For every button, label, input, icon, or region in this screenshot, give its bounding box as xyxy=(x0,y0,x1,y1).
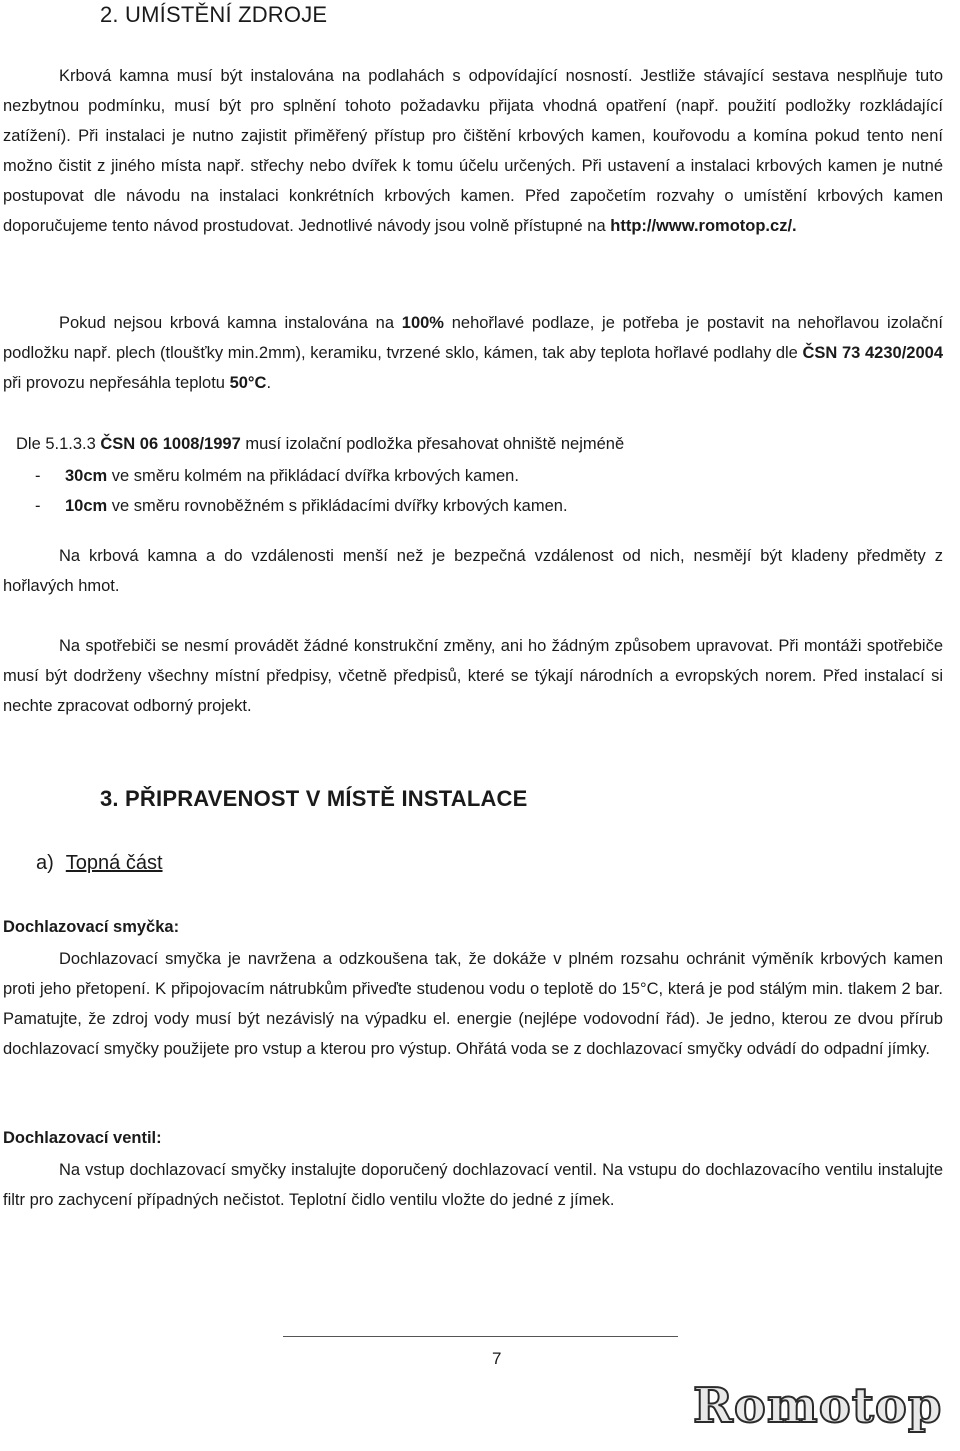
paragraph-cooling-valve: Na vstup dochlazovací smyčky instalujte doporučený dochlazovací ventil. Na vstupu do dochlazovacího ventilu instalujte filtr pro zachycení případných nečistot. Teplotní čidlo ventilu vložte do jedné z jímek. xyxy=(3,1161,943,1209)
list-dash: - xyxy=(35,497,41,515)
paragraph-text: . xyxy=(266,374,272,392)
paragraph-standard-overlap xyxy=(3,429,946,459)
emphasis-percentage: 100% xyxy=(401,314,444,332)
distance-value: 30cm xyxy=(65,467,108,485)
standard-reference: ČSN 73 4230/2004 xyxy=(802,344,943,362)
footer-divider xyxy=(283,1336,678,1337)
block-title-dochlazovaci-smycka: Dochlazovací smyčka: xyxy=(3,918,180,936)
paragraph-text: Dle 5.1.3.3 xyxy=(16,435,101,453)
romotop-logo xyxy=(693,1376,960,1436)
section-heading-umisteni-zdroje: 2. UMÍSTĚNÍ ZDROJE xyxy=(100,2,328,27)
paragraph-text: nehořlavé podlaze, je potřeba je postavit na nehořlavou izolační podložku např. plech (tloušťky min.2mm), keramiku, tvrzené sklo, kámen, tak aby teplota hořlavé podlahy dle xyxy=(3,314,943,362)
standard-reference: ČSN 06 1008/1997 xyxy=(100,435,241,453)
paragraph-text: Pokud nejsou krbová kamna instalována na xyxy=(59,314,402,332)
temperature-limit: 50°C xyxy=(229,374,267,392)
overlap-distance-list xyxy=(35,461,935,521)
section-heading-pripravenost: 3. PŘIPRAVENOST V MÍSTĚ INSTALACE xyxy=(100,786,528,811)
list-item-text: ve směru kolmém na přikládací dvířka krbových kamen. xyxy=(107,467,519,485)
logo-wordmark: Romotop xyxy=(693,1378,943,1434)
paragraph-text: musí izolační podložka přesahovat ohniště nejméně xyxy=(240,435,625,453)
block-title-dochlazovaci-ventil: Dochlazovací ventil: xyxy=(3,1129,162,1147)
paragraph-cooling-loop: Dochlazovací smyčka je navržena a odzkoušena tak, že dokáže v plném rozsahu ochránit výměník krbových kamen proti jeho přetopení. K připojovacím nátrubkům přiveďte studenou vodu o teplotě do 15°C, která je pod stálým min. tlakem 2 bar. Pamatujte, že zdroj vody musí být nezávislý na výpadku el. energie (nejlépe vodovodní řád). Je jedno, kterou ze dvou přírub dochlazovací smyčky použijete pro vstup a kterou pro výstup. Ohřátá voda se z dochlazovací smyčky odvádí do odpadní jímky. xyxy=(3,950,943,1058)
paragraph-non-flammable-base xyxy=(3,308,943,398)
list-item xyxy=(35,461,935,491)
subsection-label: a) xyxy=(36,852,54,874)
paragraph-no-modifications: Na spotřebiči se nesmí provádět žádné konstrukční změny, ani ho žádným způsobem upravovat. Při montáži spotřebiče musí být dodrženy všechny místní předpisy, včetně předpisů, které se týkají národních a evropských norem. Před instalací si nechte zpracovat odborný projekt. xyxy=(3,637,943,715)
distance-value: 10cm xyxy=(65,497,108,515)
list-item xyxy=(35,491,935,521)
list-item-text: ve směru rovnoběžném s přikládacími dvířky krbových kamen. xyxy=(107,497,568,515)
paragraph-safe-distance: Na krbová kamna a do vzdálenosti menší než je bezpečná vzdálenost od nich, nesmějí být kladeny předměty z hořlavých hmot. xyxy=(3,547,943,595)
romotop-website-link[interactable]: http://www.romotop.cz/. xyxy=(610,217,797,235)
subsection-title: Topná část xyxy=(65,852,163,874)
page-number: 7 xyxy=(492,1349,502,1368)
subsection-heading-topna-cast xyxy=(36,852,163,875)
paragraph-placement-requirements xyxy=(3,61,943,241)
paragraph-text: Krbová kamna musí být instalována na podlahách s odpovídající nosností. Jestliže stávající sestava nesplňuje tuto nezbytnou podmínku, musí být pro splnění tohoto požadavku přijata vhodná opatření (např. použití podložky rozkládající zatížení). Při instalaci je nutno zajistit přiměřený přístup pro čištění krbových kamen, kouřovodu a komína pokud tento není možno čistit z jiného místa např. střechy nebo dvířek k tomu účelu určených. Při ustavení a instalaci krbových kamen je nutné postupovat dle návodu na instalaci konkrétních krbových kamen. Před započetím rozvahy o umístění krbových kamen doporučujeme tento návod prostudovat. Jednotlivé návody jsou volně přístupné na xyxy=(3,67,943,235)
paragraph-text: při provozu nepřesáhla teplotu xyxy=(3,374,230,392)
list-dash: - xyxy=(35,467,41,485)
